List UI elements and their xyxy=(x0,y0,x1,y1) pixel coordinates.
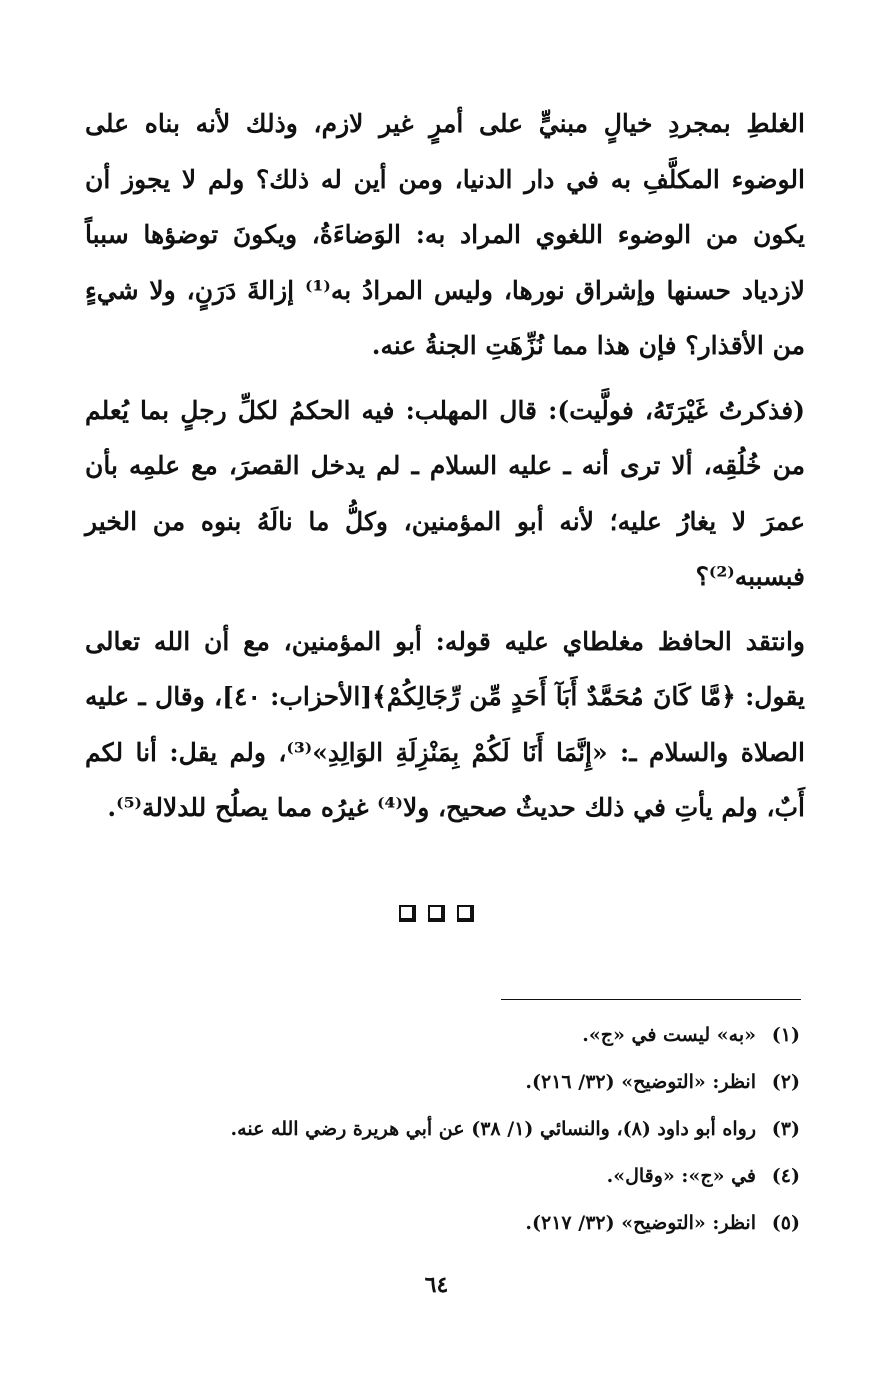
footnote-text: «به» ليست في «ج». xyxy=(582,1024,756,1046)
footnote-number: (٤) xyxy=(771,1165,800,1187)
footnote-divider xyxy=(501,999,801,1000)
footnote-number: (٢) xyxy=(771,1071,800,1093)
paragraph-2: (فذكرتُ غَيْرَتَهُ، فولَّيت): قال المهلب: فيه الحكمُ لكلِّ رجلٍ بما يُعلم من خُلُقِه، ألا ترى أنه ـ عليه السلام ـ لم يدخل القصرَ، مع علمِه بأن عمرَ لا يغارُ عليه؛ لأنه أبو المؤمنين، وكلُّ ما نالَهُ بنوه من الخير فبسببه⁽²⁾؟ xyxy=(85,395,805,591)
footnote xyxy=(80,1200,800,1247)
footnote-text: انظر: «التوضيح» (٣٢/ ٢١٧). xyxy=(525,1212,756,1234)
footnote xyxy=(80,1106,800,1153)
footnote xyxy=(80,1012,800,1059)
footnote-number: (٥) xyxy=(771,1212,800,1234)
footnotes-list xyxy=(80,1012,800,1247)
paragraph-1: الغلطِ بمجردِ خيالٍ مبنيٍّ على أمرٍ غير لازم، وذلك لأنه بناه على الوضوء المكلَّفِ به في دار الدنيا، ومن أين له ذلك؟ ولم لا يجوز أن يكون من الوضوء اللغوي المراد به: الوَضاءَةُ، ويكونَ توضؤها سبباً لازدياد حسنها وإشراق نورها، وليس المرادُ به⁽¹⁾ إزالةَ دَرَنٍ، ولا شيءٍ من الأقذار؟ فإن هذا مما نُزِّهَتِ الجنةُ عنه. xyxy=(85,109,806,360)
separator-square-icon xyxy=(457,905,474,922)
paragraph-3: وانتقد الحافظ مغلطاي عليه قوله: أبو المؤمنين، مع أن الله تعالى يقول: ﴿مَّا كَانَ مُحَمَّدٌ أَبَآ أَحَدٍ مِّن رِّجَالِكُمْ﴾[الأحزاب: ٤٠]، وقال ـ عليه الصلاة والسلام ـ: «إِنَّمَا أَنَا لَكُمْ بِمَنْزِلَةِ الوَالِدِ»⁽³⁾، ولم يقل: أنا لكم أَبٌ، ولم يأتِ في ذلك حديثٌ صحيح، ولا⁽⁴⁾ غيرُه مما يصلُح للدلالة⁽⁵⁾. xyxy=(85,626,805,822)
page-number: ٦٤ xyxy=(424,1272,449,1298)
footnote xyxy=(80,1059,800,1106)
main-text xyxy=(85,96,805,836)
separator-square-icon xyxy=(428,905,445,922)
footnote-number: (٣) xyxy=(771,1118,800,1140)
separator-square-icon xyxy=(399,905,416,922)
footnote xyxy=(80,1153,800,1200)
footnote-text: في «ج»: «وقال». xyxy=(606,1165,756,1187)
footnote-text: رواه أبو داود (٨)، والنسائي (١/ ٣٨) عن أبي هريرة رضي الله عنه. xyxy=(230,1118,756,1140)
section-separator xyxy=(0,905,873,926)
footnote-text: انظر: «التوضيح» (٣٢/ ٢١٦). xyxy=(525,1071,756,1093)
footnote-number: (١) xyxy=(771,1024,800,1046)
